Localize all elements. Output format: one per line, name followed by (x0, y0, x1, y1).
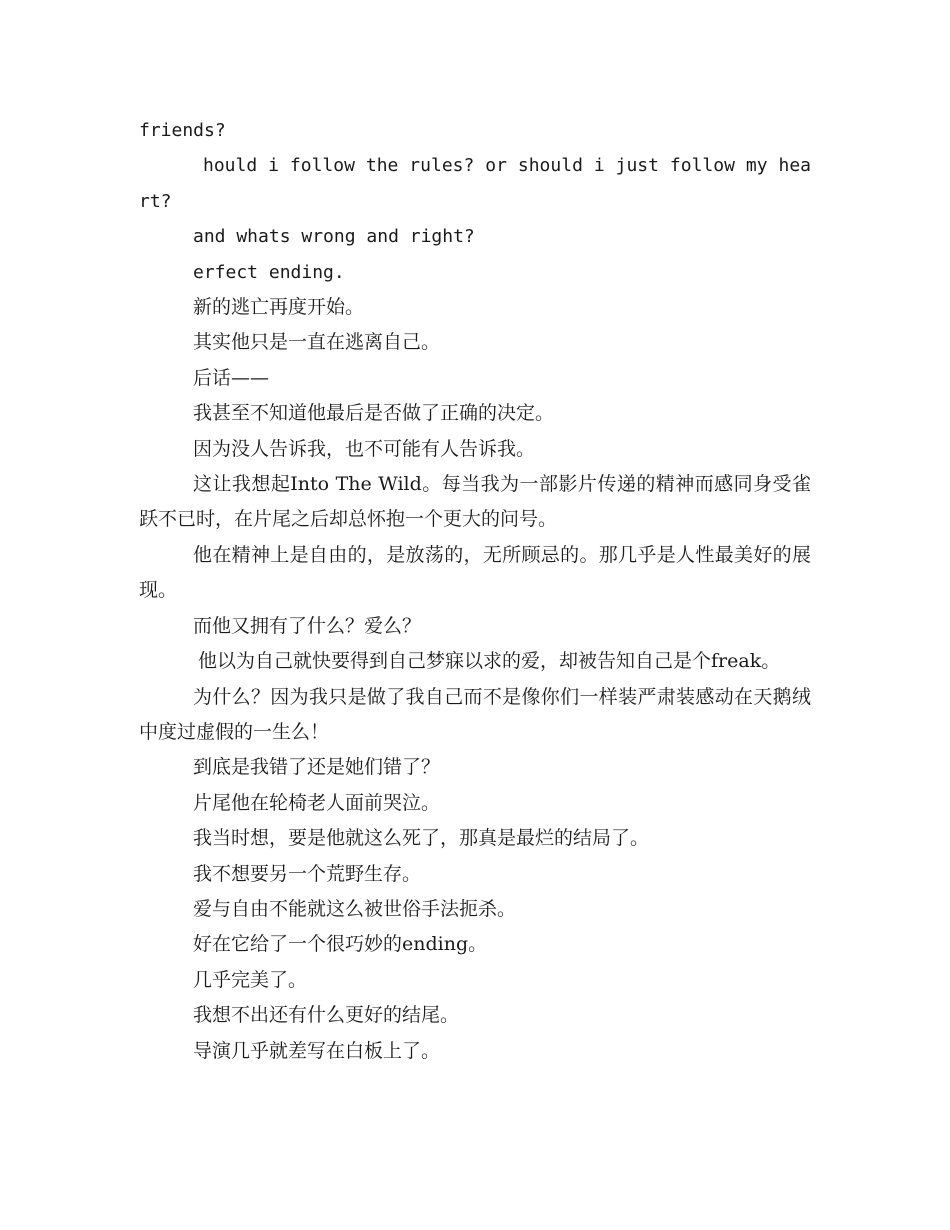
paragraph: 新的逃亡再度开始。 (193, 296, 365, 319)
paragraph: 几乎完美了。 (193, 968, 308, 991)
paragraph: 爱与自由不能就这么被世俗手法扼杀。 (193, 897, 517, 920)
paragraph: and whats wrong and right? (193, 226, 475, 248)
paragraph: 我不想要另一个荒野生存。 (193, 862, 422, 885)
paragraph: 他在精神上是自由的，是放荡的，无所顾忌的。那几乎是人性最美好的展现。 (139, 543, 811, 602)
paragraph: friends? (139, 120, 226, 141)
paragraph: 后话—— (193, 366, 270, 389)
document-body (139, 113, 811, 1069)
paragraph: 其实他只是一直在逃离自己。 (193, 331, 441, 354)
paragraph: 片尾他在轮椅老人面前哭泣。 (193, 791, 441, 814)
paragraph: 这让我想起Into The Wild。每当我为一部影片传递的精神而感同身受雀跃不已时，在片尾之后却总怀抱一个更大的问号。 (139, 473, 811, 531)
paragraph: 为什么？因为我只是做了我自己而不是像你们一样装严肃装感动在天鹅绒中度过虚假的一生么！ (139, 685, 811, 743)
paragraph: 我甚至不知道他最后是否做了正确的决定。 (193, 402, 555, 425)
paragraph: 我想不出还有什么更好的结尾。 (193, 1004, 460, 1027)
paragraph: 我当时想，要是他就这么死了，那真是最烂的结局了。 (193, 827, 650, 850)
paragraph: 因为没人告诉我，也不可能有人告诉我。 (193, 437, 536, 460)
paragraph: 好在它给了一个很巧妙的ending。 (193, 933, 488, 956)
paragraph: erfect ending. (193, 261, 345, 283)
paragraph: hould i follow the rules? or should i just follow my heart? (139, 155, 811, 212)
paragraph: 他以为自己就快要得到自己梦寐以求的爱，却被告知自己是个freak。 (198, 650, 781, 673)
paragraph: 到底是我错了还是她们错了？ (193, 756, 441, 779)
paragraph: 而他又拥有了什么？爱么？ (193, 614, 422, 637)
paragraph: 导演几乎就差写在白板上了。 (193, 1039, 441, 1062)
